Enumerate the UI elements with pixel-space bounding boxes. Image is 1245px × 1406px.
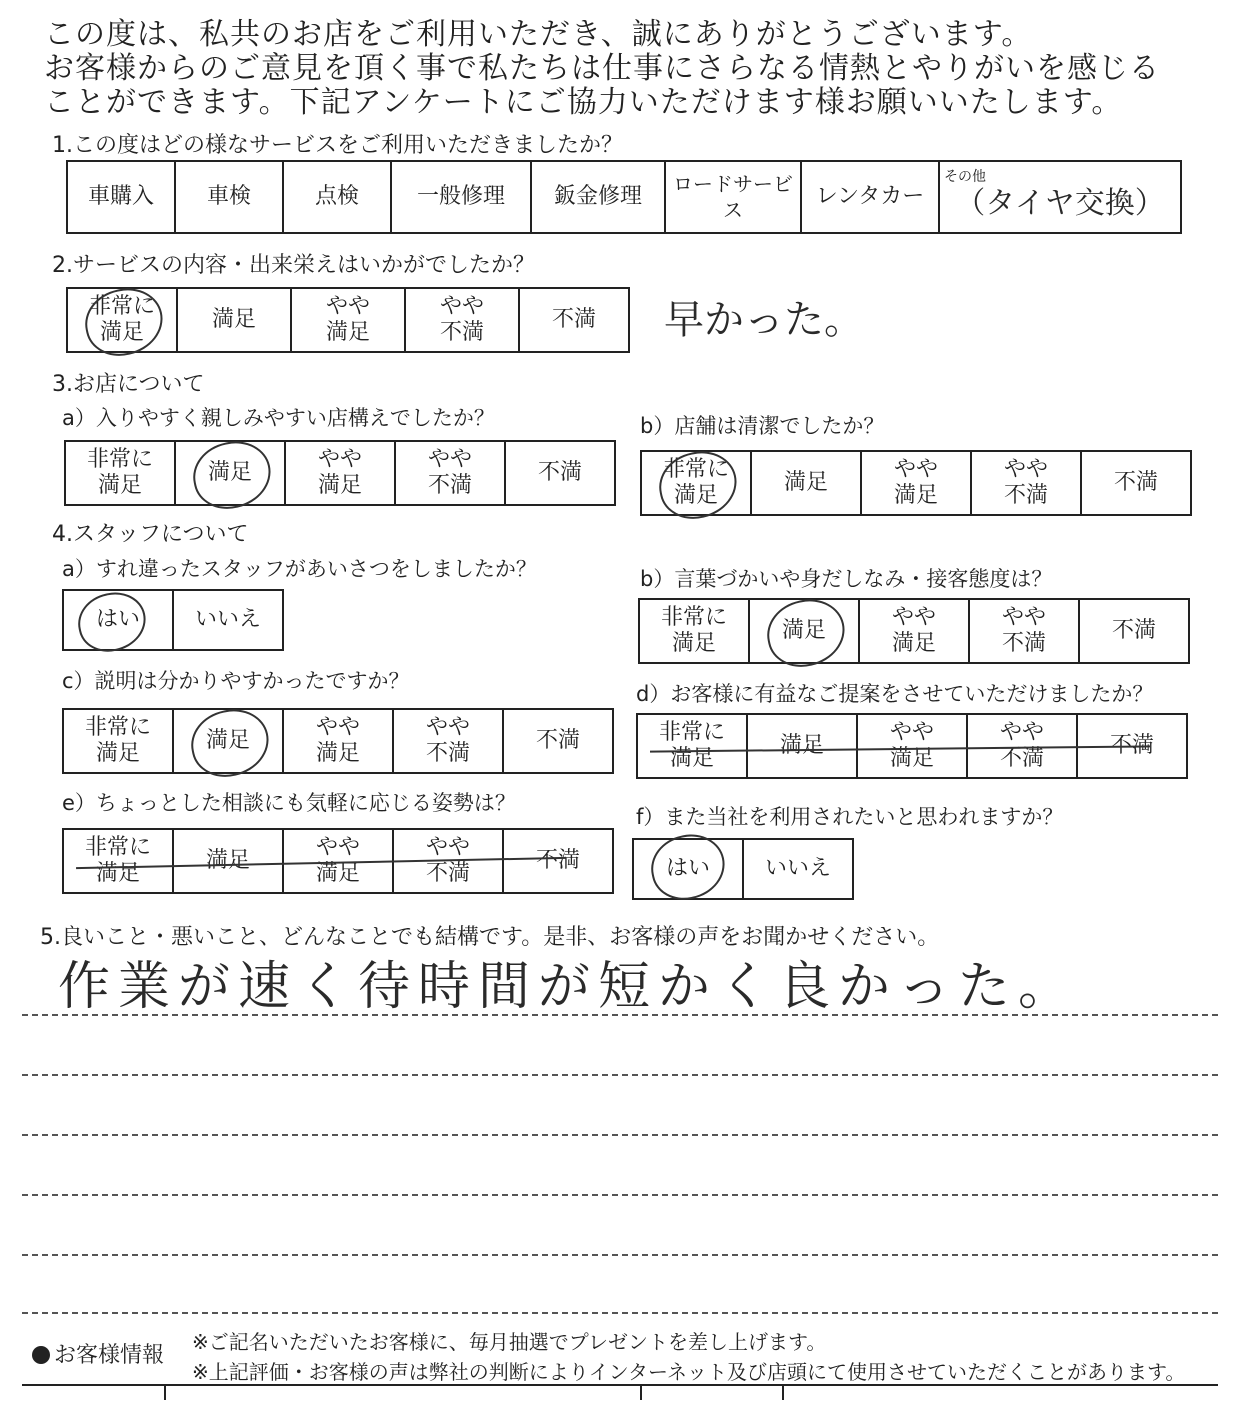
q4d-option[interactable]: 満足 (747, 714, 857, 778)
q1-option[interactable]: 点検 (283, 161, 391, 233)
selection-circle (645, 828, 731, 906)
q4b-option[interactable]: 不満 (1079, 599, 1189, 663)
q3a-option[interactable]: やや 不満 (395, 441, 505, 505)
q4c-option[interactable]: 非常に 満足 (63, 709, 173, 773)
answer-line (22, 1074, 1218, 1076)
selection-circle (187, 435, 277, 516)
table-divider (640, 1386, 642, 1400)
q4d-label: d）お客様に有益なご提案をさせていただけましたか？ (636, 682, 1154, 706)
q4c-option[interactable]: 満足 (173, 709, 283, 773)
q5-title: 5.良いこと・悪いこと、どんなことでも結構です。是非、お客様の声をお聞かせください。 (40, 925, 940, 950)
q4c-option[interactable]: やや 不満 (393, 709, 503, 773)
q3a-option[interactable]: 満足 (175, 441, 285, 505)
q4f-option[interactable]: はい (633, 839, 743, 899)
customer-note-2: ※上記評価・お客様の声は弊社の判断によりインターネット及び店頭にて使用させていただくことがあります。 (192, 1360, 1186, 1384)
intro-text (44, 18, 1234, 120)
intro-line-1: この度は、私共のお店をご利用いただき、誠にありがとうございます。 (44, 17, 1033, 52)
bullet-icon (32, 1346, 50, 1364)
q4b-label: b）言葉づかいや身だしなみ・接客態度は？ (640, 567, 1053, 591)
answer-line (22, 1014, 1218, 1016)
intro-line-2: お客様からのご意見を頂く事で私たちは仕事にさらなる情熱とやりがいを感じる (44, 51, 1160, 86)
selection-circle (73, 587, 152, 658)
q4b-option[interactable]: やや 満足 (859, 599, 969, 663)
answer-line (22, 1254, 1218, 1256)
q4f-options (632, 838, 854, 900)
q1-option[interactable]: ロードサービス (665, 161, 801, 233)
q4a-options (62, 589, 284, 651)
customer-heading: お客様情報 (32, 1338, 164, 1369)
q1-option[interactable]: 鈑金修理 (531, 161, 665, 233)
q4d-option[interactable]: 不満 (1077, 714, 1187, 778)
q3b-options (640, 450, 1192, 516)
customer-info-table (22, 1384, 1218, 1406)
q1-options (66, 160, 1182, 234)
q3b-option[interactable]: やや 満足 (861, 451, 971, 515)
q1-other-cell[interactable] (939, 161, 1181, 233)
q3b-label: b）店舗は清潔でしたか？ (640, 414, 885, 438)
q2-option[interactable]: 非常に 満足 (67, 288, 177, 352)
q3-title: 3.お店について (52, 372, 205, 397)
q4f-label: f）また当社を利用されたいと思われますか？ (636, 805, 1064, 829)
q4e-option[interactable]: 満足 (173, 829, 283, 893)
answer-line (22, 1134, 1218, 1136)
q1-option[interactable]: 車検 (175, 161, 283, 233)
q1-option[interactable]: 車購入 (67, 161, 175, 233)
q2-option[interactable]: やや 不満 (405, 288, 519, 352)
answer-line (22, 1194, 1218, 1196)
q4c-options (62, 708, 614, 774)
q4c-option[interactable]: 不満 (503, 709, 613, 773)
q4-title: 4.スタッフについて (52, 522, 249, 547)
q4b-option[interactable]: 満足 (749, 599, 859, 663)
q4e-option[interactable]: やや 満足 (283, 829, 393, 893)
q4e-label: e）ちょっとした相談にも気軽に応じる姿勢は？ (62, 791, 516, 815)
q2-options (66, 287, 630, 353)
q4e-option[interactable]: やや 不満 (393, 829, 503, 893)
q1-other-label: その他 (944, 169, 986, 185)
q1-option[interactable]: レンタカー (801, 161, 939, 233)
q2-comment: 早かった。 (664, 297, 864, 343)
q3b-option[interactable]: 満足 (751, 451, 861, 515)
q3a-option[interactable]: やや 満足 (285, 441, 395, 505)
q4e-option[interactable]: 不満 (503, 829, 613, 893)
q3b-option[interactable]: 不満 (1081, 451, 1191, 515)
q2-option[interactable]: 不満 (519, 288, 629, 352)
q4d-option[interactable]: やや 不満 (967, 714, 1077, 778)
q4b-option[interactable]: やや 不満 (969, 599, 1079, 663)
q4a-option[interactable]: はい (63, 590, 173, 650)
q3a-option[interactable]: 非常に 満足 (65, 441, 175, 505)
table-divider (782, 1386, 784, 1400)
q3b-option[interactable]: 非常に 満足 (641, 451, 751, 515)
q2-title: 2.サービスの内容・出来栄えはいかがでしたか？ (52, 253, 535, 278)
q4d-option[interactable]: やや 満足 (857, 714, 967, 778)
q3b-option[interactable]: やや 不満 (971, 451, 1081, 515)
q4b-option[interactable]: 非常に 満足 (639, 599, 749, 663)
q4d-option[interactable]: 非常に 満足 (637, 714, 747, 778)
q4c-option[interactable]: やや 満足 (283, 709, 393, 773)
q4e-option[interactable]: 非常に 満足 (63, 829, 173, 893)
q4c-label: c）説明は分かりやすかったですか？ (62, 669, 410, 693)
q3a-option[interactable]: 不満 (505, 441, 615, 505)
q1-option[interactable]: 一般修理 (391, 161, 531, 233)
q4a-option[interactable]: いいえ (173, 590, 283, 650)
intro-line-3: ことができます。下記アンケートにご協力いただけます様お願いいたします。 (44, 85, 1123, 120)
q1-title: 1.この度はどの様なサービスをご利用いただきましたか？ (52, 133, 623, 158)
q4f-option[interactable]: いいえ (743, 839, 853, 899)
q5-answer: 作業が速く待時間が短かく良かった。 (58, 957, 1079, 1017)
q2-option[interactable]: やや 満足 (291, 288, 405, 352)
q3a-label: a）入りやすく親しみやすい店構えでしたか？ (62, 406, 495, 430)
q2-option[interactable]: 満足 (177, 288, 291, 352)
answer-line (22, 1312, 1218, 1314)
q4a-label: a）すれ違ったスタッフがあいさつをしましたか？ (62, 557, 537, 581)
customer-note-1: ※ご記名いただいたお客様に、毎月抽選でプレゼントを差し上げます。 (192, 1330, 827, 1354)
selection-circle (761, 593, 851, 674)
q4b-options (638, 598, 1190, 664)
q3a-options (64, 440, 616, 506)
table-divider (164, 1386, 166, 1400)
q1-other-value: （タイヤ交換） (955, 185, 1165, 221)
selection-circle (185, 703, 275, 784)
